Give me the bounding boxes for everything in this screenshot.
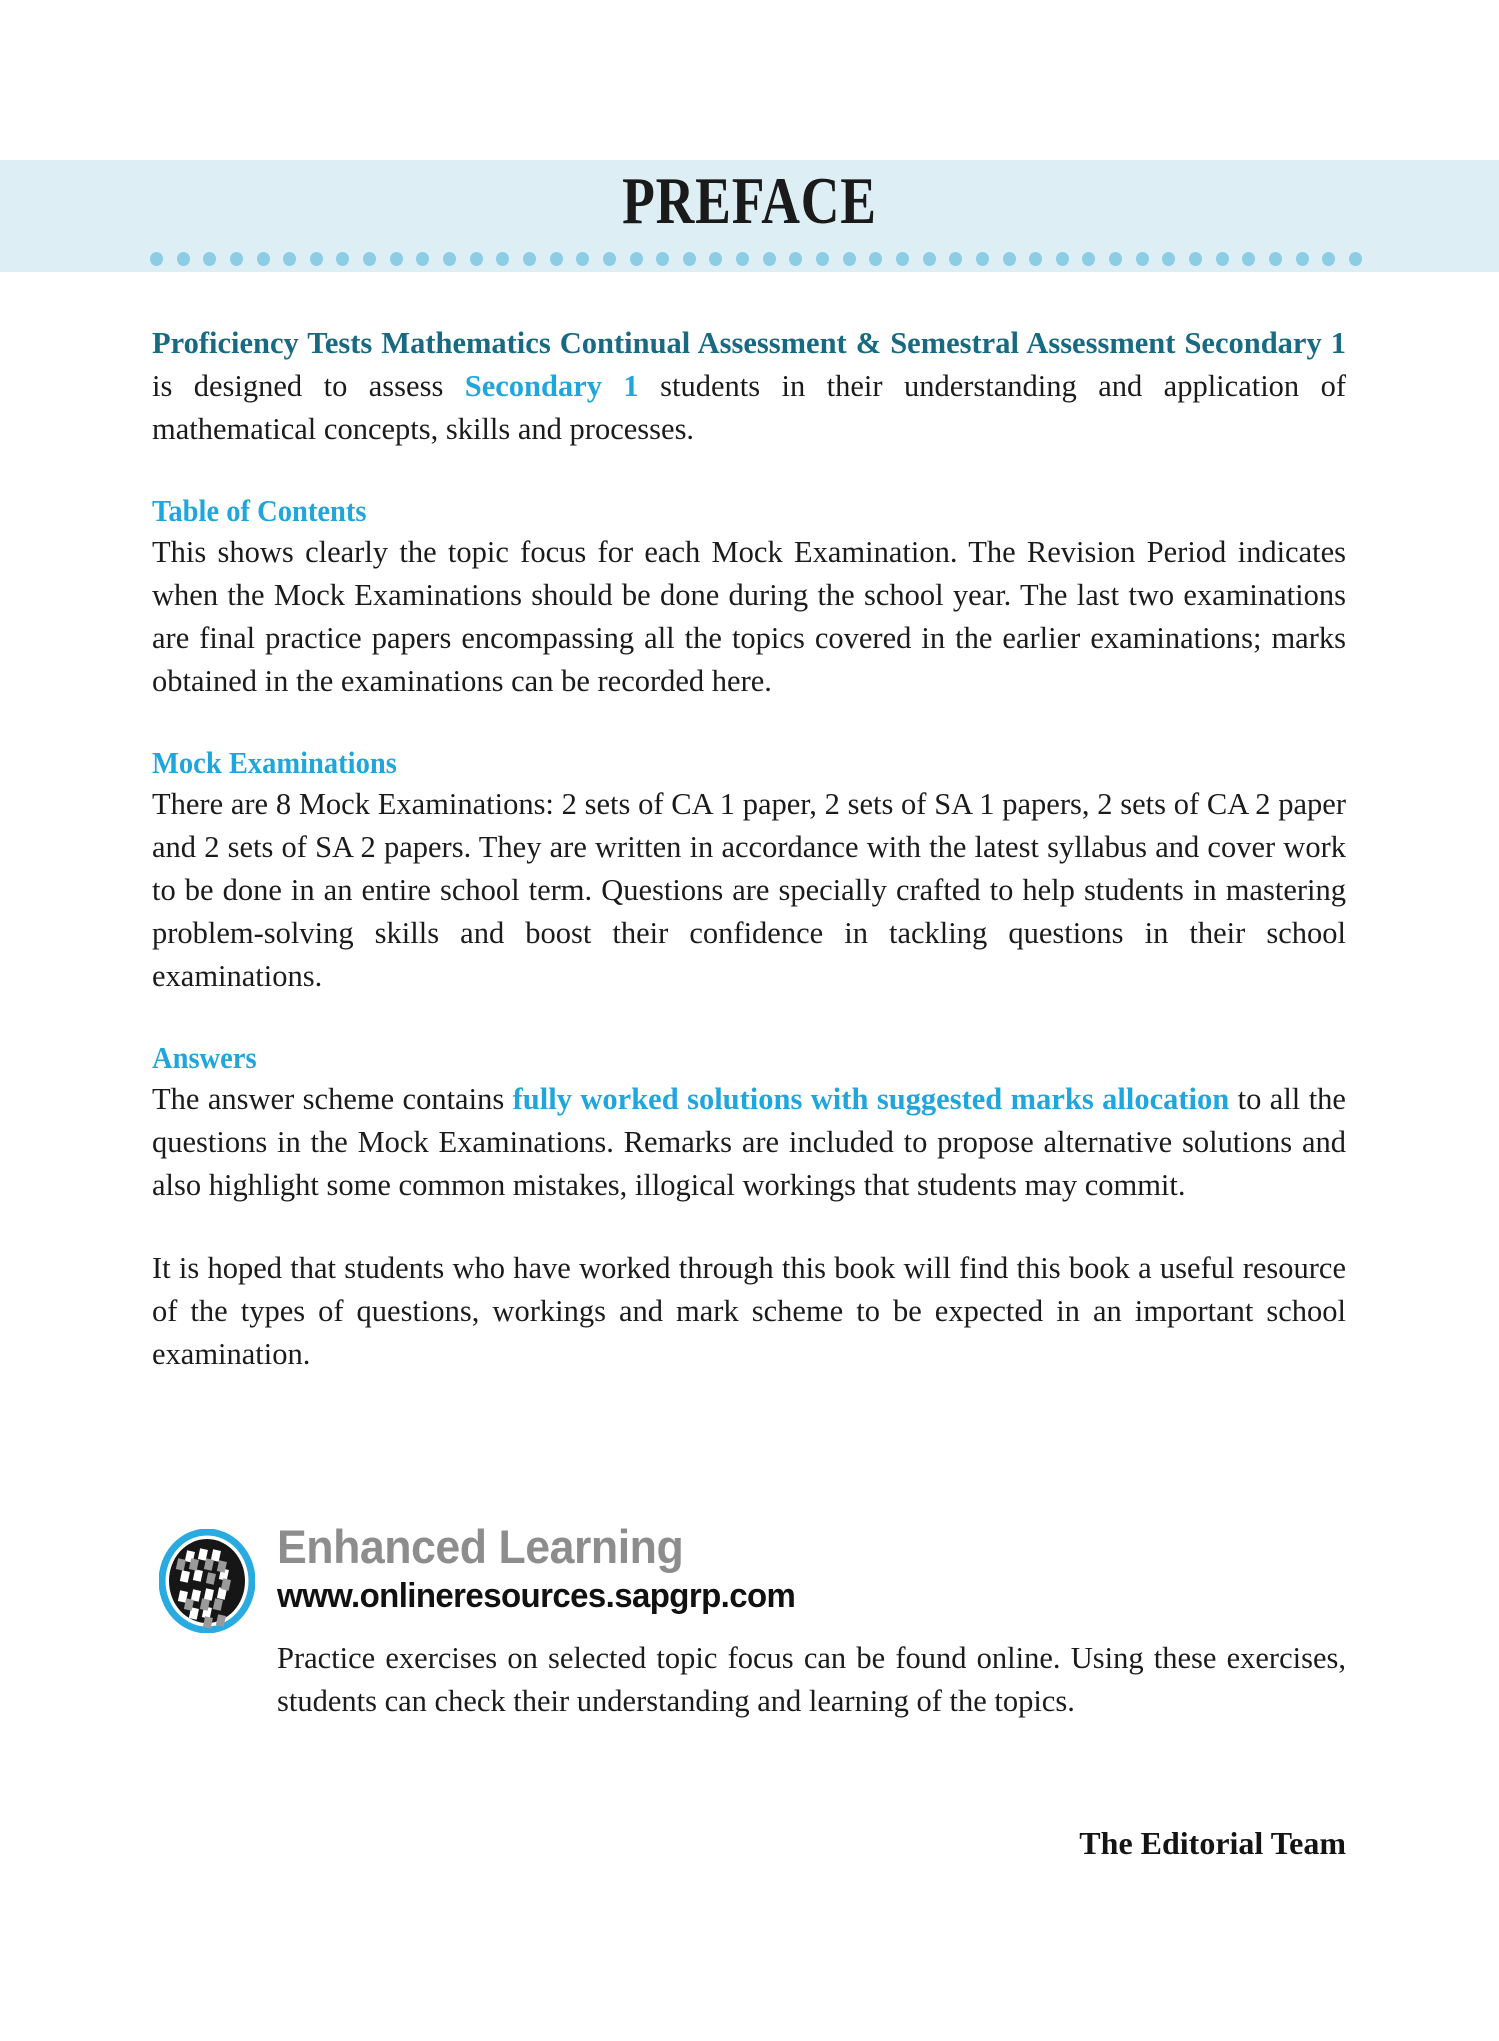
preface-content — [152, 322, 1346, 1376]
divider-dot — [177, 252, 190, 266]
divider-dot — [150, 252, 163, 266]
divider-dot — [390, 252, 403, 266]
intro-text-middle: is designed to assess — [152, 369, 465, 403]
section-heading-mock-examinations: Mock Examinations — [152, 745, 397, 780]
enhanced-learning-brand: Enhanced Learning — [277, 1520, 684, 1573]
divider-dot — [763, 252, 776, 266]
editorial-signature: The Editorial Team — [1079, 1825, 1346, 1861]
enhanced-learning-block — [152, 1519, 1346, 1723]
divider-dot — [683, 252, 696, 266]
divider-dot — [1003, 252, 1016, 266]
spacer — [152, 1207, 1346, 1247]
spacer — [152, 998, 1346, 1038]
divider-dot — [1109, 252, 1122, 266]
divider-dot — [1029, 252, 1042, 266]
closing-paragraph: It is hoped that students who have worked through this book will find this book a useful resource of the types of questions, workings and mark scheme to be expected in an important school examination. — [152, 1251, 1346, 1371]
divider-dot — [869, 252, 882, 266]
divider-dot — [550, 252, 563, 266]
section-body-mock-examinations: There are 8 Mock Examinations: 2 sets of CA 1 paper, 2 sets of SA 1 papers, 2 sets of CA 2 paper and 2 sets of SA 2 papers. They are written in accordance with the latest syllabus and cover work to be done in an entire school term. Questions are specially crafted to help students in mastering problem-solving skills and boost their confidence in tackling questions in their school examinations. — [152, 787, 1346, 993]
divider-dot — [923, 252, 936, 266]
divider-dot — [949, 252, 962, 266]
divider-dot — [1056, 252, 1069, 266]
divider-dot — [1136, 252, 1149, 266]
divider-dot — [630, 252, 643, 266]
divider-dot — [203, 252, 216, 266]
divider-dot — [283, 252, 296, 266]
intro-text-tail: students in their understanding and application of mathematical concepts, skills and processes. — [152, 369, 1347, 446]
book-title: Proficiency Tests Mathematics Continual Assessment & Semestral Assessment Secondary 1 — [152, 326, 1346, 360]
divider-dot — [789, 252, 802, 266]
divider-dot — [470, 252, 483, 266]
page-title: PREFACE — [622, 164, 877, 238]
divider-dot — [816, 252, 829, 266]
divider-dot — [603, 252, 616, 266]
divider-dot — [576, 252, 589, 266]
divider-dot — [310, 252, 323, 266]
enhanced-learning-url[interactable]: www.onlineresources.sapgrp.com — [277, 1577, 796, 1615]
divider-dot — [336, 252, 349, 266]
enhanced-learning-note: Practice exercises on selected topic focus can be found online. Using these exercises, students can check their understanding and learning of the topics. — [277, 1641, 1346, 1718]
spacer — [152, 703, 1346, 743]
divider-dot — [1269, 252, 1282, 266]
divider-dot — [523, 252, 536, 266]
divider-dot — [896, 252, 909, 266]
divider-dot — [416, 252, 429, 266]
divider-dot — [363, 252, 376, 266]
divider-dot — [736, 252, 749, 266]
divider-dot — [257, 252, 270, 266]
divider-dot — [1296, 252, 1309, 266]
divider-dot — [1162, 252, 1175, 266]
divider-dot — [1189, 252, 1202, 266]
section-heading-table-of-contents: Table of Contents — [152, 493, 367, 528]
divider-dot — [230, 252, 243, 266]
divider-dot — [1242, 252, 1255, 266]
section-heading-answers: Answers — [152, 1040, 257, 1075]
spacer — [152, 451, 1346, 491]
divider-dot — [656, 252, 669, 266]
divider-dot — [1349, 252, 1362, 266]
answers-accent-text: fully worked solutions with suggested marks allocation — [512, 1082, 1230, 1116]
divider-dot — [709, 252, 722, 266]
film-reel-icon — [159, 1529, 255, 1633]
section-body-answers — [152, 1078, 1346, 1207]
divider-dot — [496, 252, 509, 266]
divider-dot — [1082, 252, 1095, 266]
divider-dot — [443, 252, 456, 266]
decorative-dot-divider — [150, 250, 1362, 268]
divider-dot — [1216, 252, 1229, 266]
answers-tail-text: to all the questions in the Mock Examinations. Remarks are included to propose alternative solutions and also highlight some common mistakes, illogical workings that students may commit. — [152, 1082, 1346, 1202]
answers-lead-text: The answer scheme contains — [152, 1082, 513, 1116]
section-body-table-of-contents: This shows clearly the topic focus for each Mock Examination. The Revision Period indicates when the Mock Examinations should be done during the school year. The last two examinations are final practice papers encompassing all the topics covered in the earlier examinations; marks obtained in the examinations can be recorded here. — [152, 535, 1346, 698]
divider-dot — [976, 252, 989, 266]
intro-level-accent: Secondary 1 — [464, 369, 639, 403]
intro-paragraph — [152, 322, 1346, 451]
enhanced-learning-header — [152, 1519, 1346, 1637]
divider-dot — [1322, 252, 1335, 266]
divider-dot — [843, 252, 856, 266]
